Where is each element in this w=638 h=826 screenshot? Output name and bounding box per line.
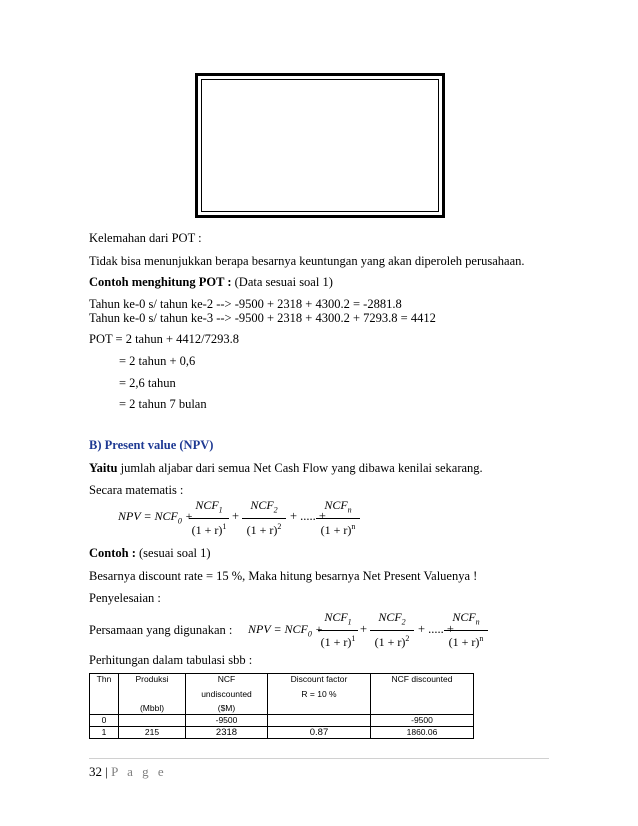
formula1-dots: + ..... + xyxy=(290,509,326,523)
page-label: P a g e xyxy=(111,764,167,779)
npv-heading: B) Present value (NPV) xyxy=(89,438,214,452)
pot-line-3: = 2,6 tahun xyxy=(119,376,176,390)
pot-line-4: = 2 tahun 7 bulan xyxy=(119,397,207,411)
tahun3-line: Tahun ke-0 s/ tahun ke-3 --> -9500 + 2318 + 4300.2 + 7293.8 = 4412 xyxy=(89,311,436,325)
contoh-line xyxy=(89,545,211,561)
cell-thn: 1 xyxy=(90,727,119,739)
npv-table xyxy=(89,673,474,739)
formula2-plus: + xyxy=(360,622,368,636)
formula2-lhs: NPV = $NCF_0$ + xyxy=(248,622,323,639)
formula2-fraction-n: $NCF_n$ $(1 + r)^n$ xyxy=(444,610,488,649)
contoh-pot-rest: (Data sesuai soal 1) xyxy=(231,275,333,289)
contoh-pot-bold: Contoh menghitung POT : xyxy=(89,275,232,289)
header-ncf: NCF undiscounted ($M) xyxy=(186,674,268,715)
secara-line: Secara matematis : xyxy=(89,483,184,497)
perhitungan-line: Perhitungan dalam tabulasi sbb : xyxy=(89,653,253,667)
npv-formula-1 xyxy=(118,498,498,538)
tahun2-line: Tahun ke-0 s/ tahun ke-2 --> -9500 + 2318 + 4300.2 = -2881.8 xyxy=(89,297,402,311)
page-footer xyxy=(89,764,167,780)
page-number: 32 xyxy=(89,764,102,779)
yaitu-line xyxy=(89,460,483,476)
cell-thn: 0 xyxy=(90,715,119,727)
formula1-lhs: NPV = $NCF_0$ + xyxy=(118,509,193,526)
cell-produksi xyxy=(119,715,186,727)
yaitu-bold: Yaitu xyxy=(89,461,118,475)
header-ncf-discounted: NCF discounted xyxy=(371,674,474,715)
pot-line-2: = 2 tahun + 0,6 xyxy=(119,354,196,368)
formula1-plus: + xyxy=(232,509,240,523)
contoh-pot-line xyxy=(89,274,333,290)
pot-line-1: POT = 2 tahun + 4412/7293.8 xyxy=(89,332,239,346)
table-row xyxy=(90,727,474,739)
formula2-fraction-2: $NCF_2$ $(1 + r)^2$ xyxy=(370,610,414,649)
header-produksi: Produksi (Mbbl) xyxy=(119,674,186,715)
contoh-rest: (sesuai soal 1) xyxy=(135,546,211,560)
cell-ncf: 2318 xyxy=(186,727,268,739)
yaitu-rest: jumlah aljabar dari semua Net Cash Flow yang dibawa kenilai sekarang. xyxy=(117,461,483,475)
tidak-bisa-line: Tidak bisa menunjukkan berapa besarnya keuntungan yang akan diperoleh perusahaan. xyxy=(89,254,525,268)
header-discount-factor: Discount factor R = 10 % xyxy=(268,674,371,715)
formula2-fraction-1: $NCF_1$ $(1 + r)^1$ xyxy=(318,610,358,649)
persamaan-line: Persamaan yang digunakan : xyxy=(89,623,233,637)
figure-inner-border xyxy=(201,79,439,212)
formula1-fraction-2: $NCF_2$ $(1 + r)^2$ xyxy=(242,498,286,537)
header-thn: Thn xyxy=(90,674,119,715)
table-row xyxy=(90,715,474,727)
cell-produksi: 215 xyxy=(119,727,186,739)
besarnya-line: Besarnya discount rate = 15 %, Maka hitung besarnya Net Present Valuenya ! xyxy=(89,569,478,583)
cell-ncfd: -9500 xyxy=(371,715,474,727)
kelemahan-line: Kelemahan dari POT : xyxy=(89,231,202,245)
cell-ncf: -9500 xyxy=(186,715,268,727)
contoh-bold: Contoh : xyxy=(89,546,136,560)
figure-placeholder xyxy=(195,73,445,218)
formula1-fraction-n: $NCF_n$ $(1 + r)^n$ xyxy=(316,498,360,537)
cell-df: 0.87 xyxy=(268,727,371,739)
formula1-fraction-1: $NCF_1$ $(1 + r)^1$ xyxy=(189,498,229,537)
formula2-dots: + ..... + xyxy=(418,622,454,636)
footer-divider xyxy=(89,758,549,759)
table-header-row xyxy=(90,674,474,715)
cell-ncfd: 1860.06 xyxy=(371,727,474,739)
penyelesaian-line: Penyelesaian : xyxy=(89,591,161,605)
npv-formula-2 xyxy=(248,610,548,650)
cell-df xyxy=(268,715,371,727)
footer-separator: | xyxy=(102,764,112,779)
